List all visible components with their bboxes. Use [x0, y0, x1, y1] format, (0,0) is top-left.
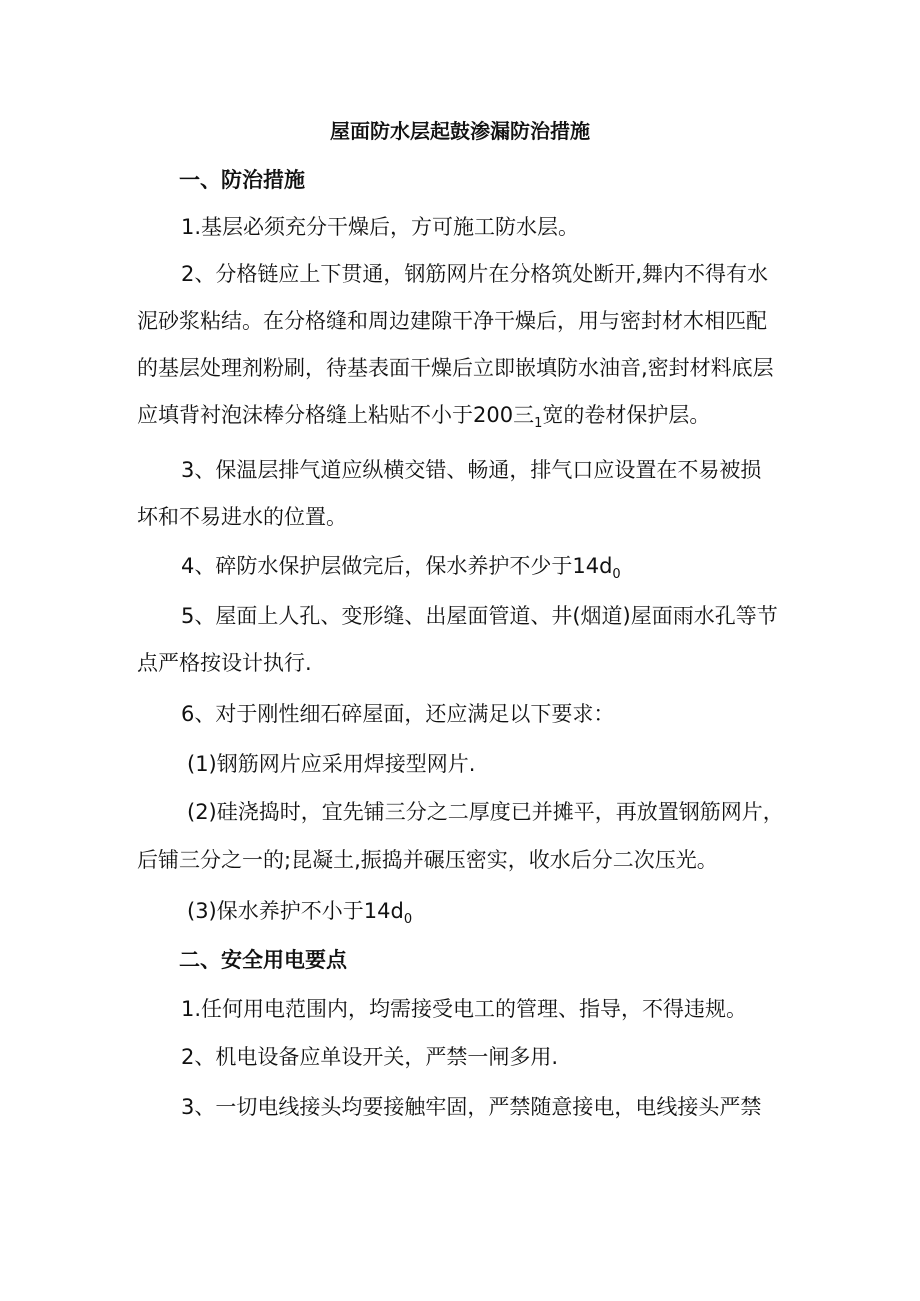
- paragraph-safety-item-1: 1.任何用电范围内，均需接受电工的管理、指导，不得违规。: [181, 997, 748, 1021]
- paragraph-item-6-sub-2-line-1: (2)硅浇捣时，宜先铺三分之二厚度已并摊平，再放置钢筋网片，: [187, 800, 784, 824]
- item-4-subscript: 0: [612, 567, 621, 582]
- paragraph-item-6-sub-3: [187, 896, 412, 935]
- paragraph-item-1: 1.基层必须充分干燥后，方可施工防水层。: [181, 215, 580, 239]
- paragraph-item-2-line-2: 泥砂浆粘结。在分格缝和周边建隙干净干燥后，用与密封材木相匹配: [137, 309, 767, 333]
- paragraph-item-3-line-1: 3、保温层排气道应纵横交错、畅通，排气口应设置在不易被损: [181, 458, 762, 482]
- paragraph-item-6-sub-1: (1)钢筋网片应采用焊接型网片.: [187, 752, 476, 776]
- paragraph-item-2-line-4: [137, 400, 710, 439]
- paragraph-item-2-line-1: 2、分格链应上下贯通，钢筋网片在分格筑处断开,舞内不得有水: [181, 262, 769, 286]
- paragraph-item-5-line-1: 5、屋面上人孔、变形缝、出屋面管道、井(烟道)屋面雨水孔等节: [181, 604, 778, 628]
- item-2-line-4-subscript: 1: [534, 416, 543, 431]
- paragraph-safety-item-2: 2、机电设备应单设开关，严禁一闸多用.: [181, 1045, 559, 1069]
- paragraph-item-4: [181, 551, 621, 590]
- document-title: 屋面防水层起鼓渗漏防治措施: [330, 119, 590, 143]
- paragraph-item-6-intro: 6、对于刚性细石碎屋面，还应满足以下要求：: [181, 702, 615, 726]
- paragraph-safety-item-3: 3、一切电线接头均要接触牢固，严禁随意接电，电线接头严禁: [181, 1095, 762, 1119]
- item-6-sub-3-subscript: 0: [403, 912, 413, 927]
- paragraph-item-2-line-3: 的基层处理剂粉刷，待基表面干燥后立即嵌填防水油音,密封材料底层: [137, 356, 774, 380]
- paragraph-item-6-sub-2-line-2: 后铺三分之一的;昆凝土,振捣并碾压密实，收水后分二次压光。: [137, 848, 718, 872]
- item-4-text: 4、碎防水保护层做完后，保水养护不少于14d: [181, 554, 613, 578]
- item-2-line-4-end: 宽的卷材保护层。: [542, 403, 711, 427]
- section-heading-prevention: 一、防治措施: [179, 168, 305, 192]
- paragraph-item-5-line-2: 点严格按设计执行.: [137, 651, 312, 675]
- item-2-line-4-text: 应填背衬泡沫棒分格缝上粘贴不小于200三: [137, 403, 535, 427]
- section-heading-electrical-safety: 二、安全用电要点: [179, 948, 347, 972]
- item-6-sub-3-text: (3)保水养护不小于14d: [187, 899, 404, 923]
- paragraph-item-3-line-2: 坏和不易进水的位置。: [137, 505, 347, 529]
